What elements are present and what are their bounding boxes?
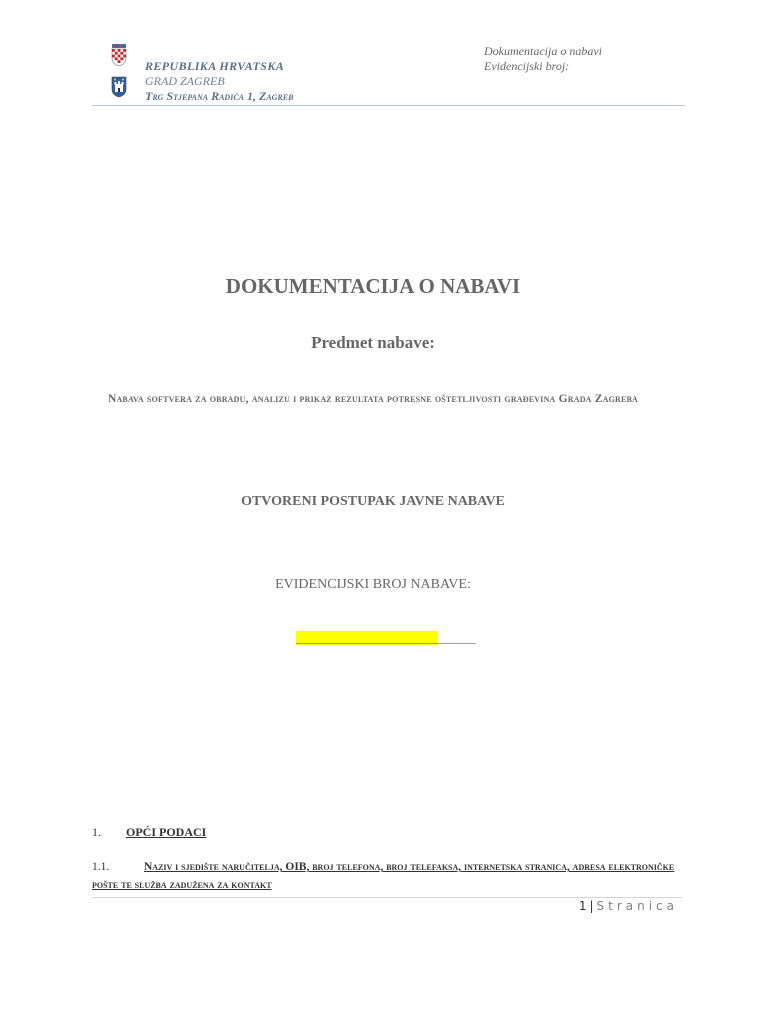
subject-label: Predmet nabave: <box>311 333 435 352</box>
document-type-label: Dokumentacija o nabavi <box>484 44 602 58</box>
issuer-city: GRAD ZAGREB <box>145 74 225 88</box>
registry-number-label: Evidencijski broj: <box>484 59 570 73</box>
subsection-title: Naziv i sjedište naručitelja, OIB, broj telefona, broj telefaksa, internetska stranica, adresa elektroničke pošte te služba zadužena za kontakt <box>92 861 675 891</box>
section-title: OPĆI PODACI <box>126 825 207 839</box>
procurement-subject: Nabava softvera za obradu, analizu i prikaz rezultata potresne oštetljivosti građevina Grada Zagreba <box>107 393 639 405</box>
issuer-address: Trg Stjepana Radića 1, Zagreb <box>145 89 294 103</box>
zagreb-coat-of-arms-icon <box>111 76 127 98</box>
page-word: Stranica <box>596 899 678 913</box>
registry-number-heading: EVIDENCIJSKI BROJ NABAVE: <box>275 577 471 592</box>
issuer-block <box>145 59 293 104</box>
page-separator: | <box>589 899 594 913</box>
section-number: 1. <box>92 825 101 839</box>
document-meta-block <box>484 44 602 74</box>
subsection-number: 1.1. <box>92 861 110 873</box>
subsection-heading <box>92 858 682 894</box>
issuer-country: REPUBLIKA HRVATSKA <box>145 59 285 73</box>
header-divider <box>92 105 685 106</box>
footer-divider <box>92 897 682 898</box>
page-number: 1 <box>578 899 587 913</box>
section-heading <box>92 825 206 840</box>
document-title: DOKUMENTACIJA O NABAVI <box>225 274 521 298</box>
croatia-coat-of-arms-icon <box>111 44 127 66</box>
procedure-type: OTVORENI POSTUPAK JAVNE NABAVE <box>241 494 505 509</box>
registry-number-field[interactable]: ______________________________ <box>296 631 476 645</box>
page-footer <box>579 899 678 913</box>
